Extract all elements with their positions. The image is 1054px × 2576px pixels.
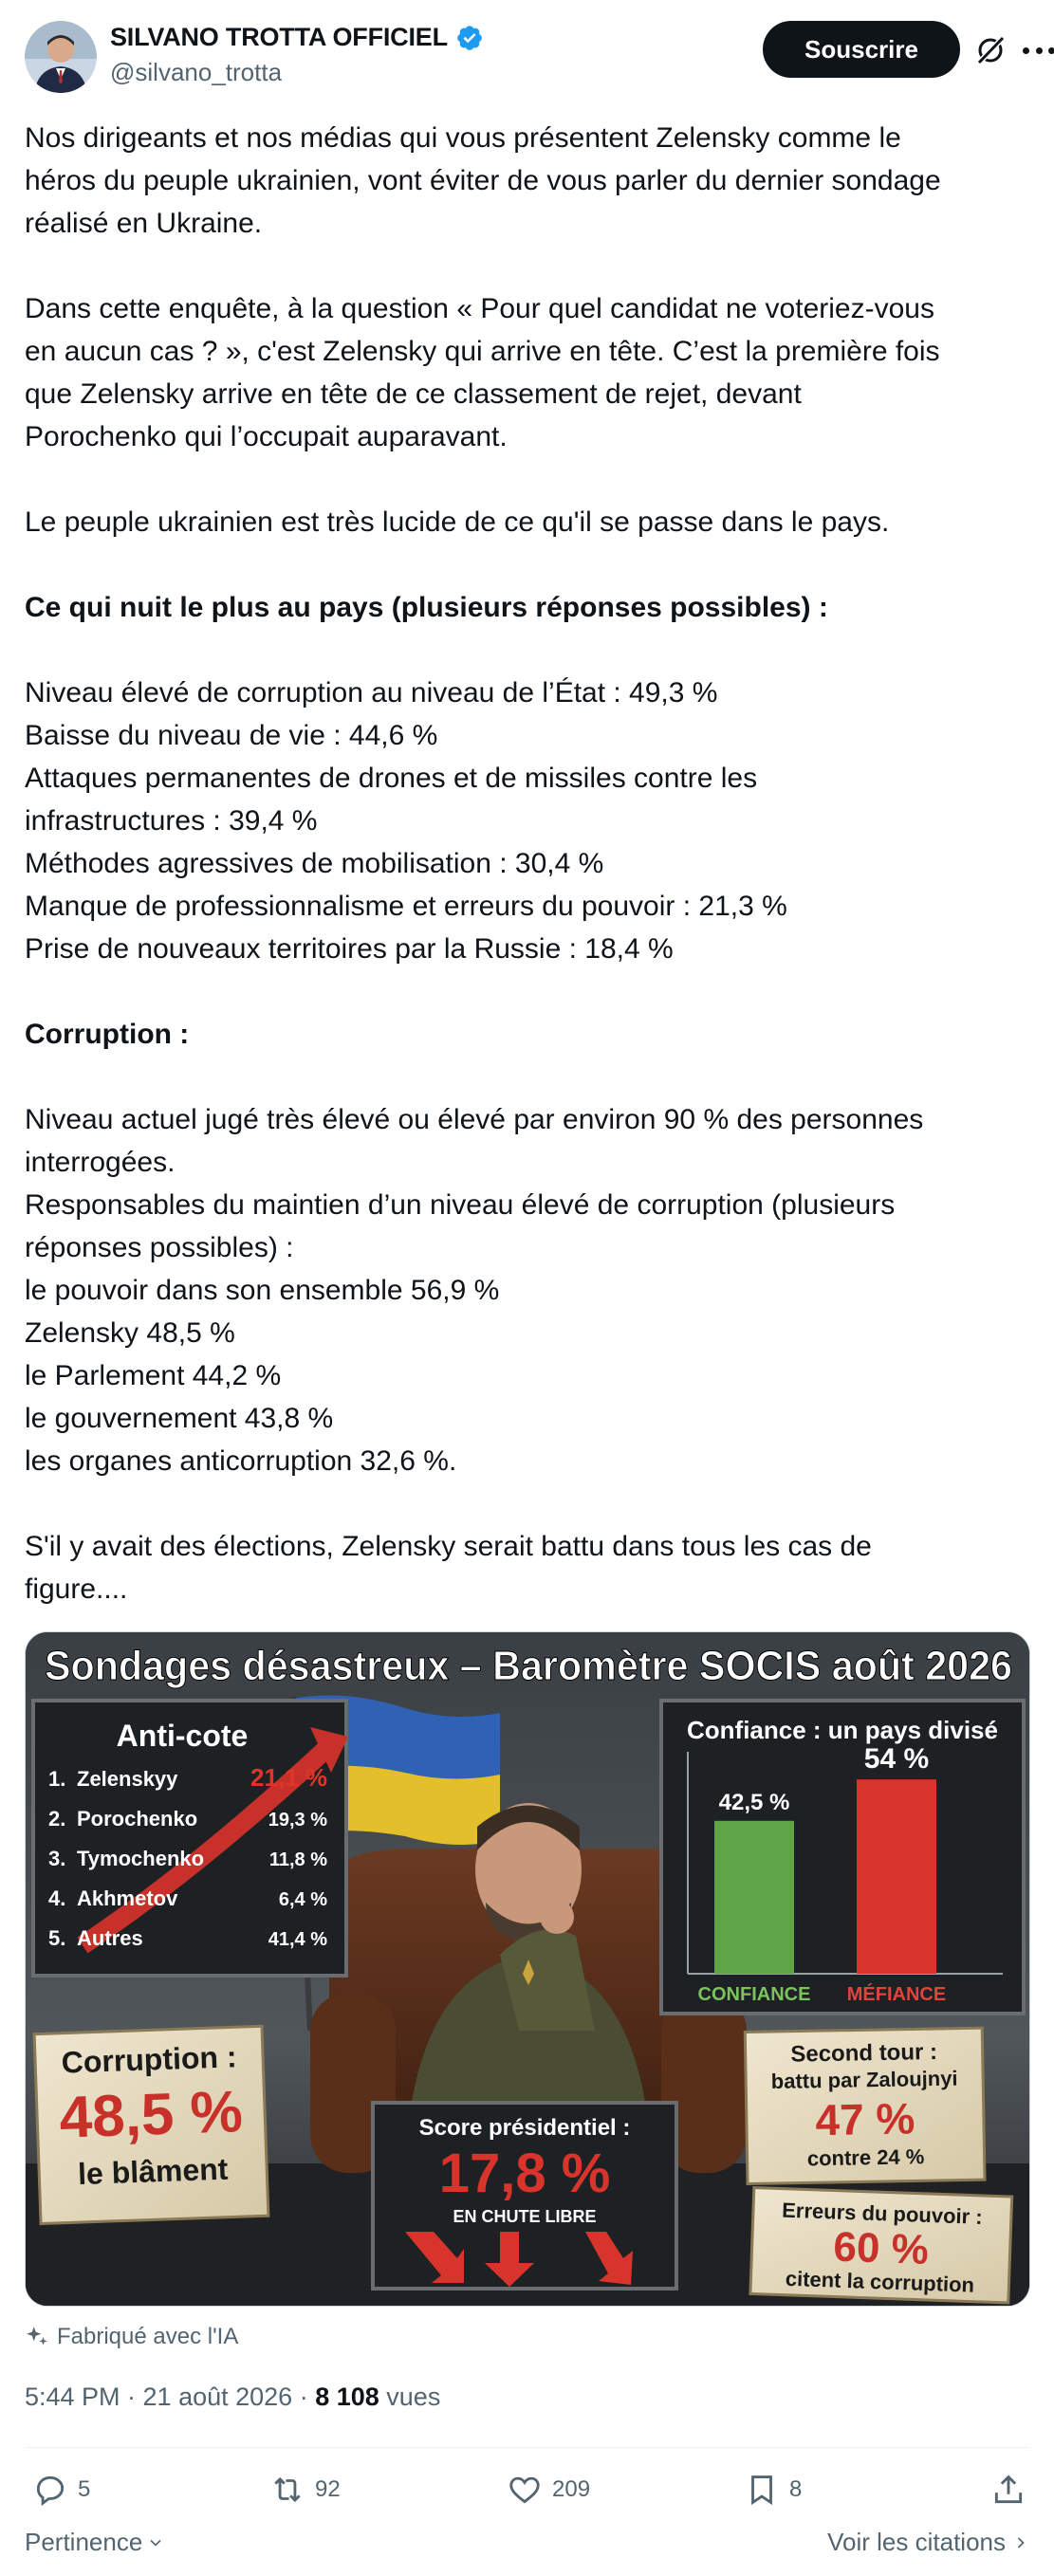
views-count: 8 108 (315, 2383, 379, 2411)
ai-label-text: Fabriqué avec l'IA (57, 2324, 239, 2349)
erreurs-subtitle: citent la corruption (785, 2266, 975, 2297)
second-tour-title: Second tour : (790, 2038, 938, 2068)
score-card (373, 2103, 676, 2289)
sort-label: Pertinence (25, 2528, 143, 2556)
anticote-name: Akhmetov (77, 1886, 178, 1910)
erreurs-value: 60 % (832, 2223, 930, 2273)
chevron-right-icon (1011, 2533, 1030, 2552)
text-line: Attaques permanentes de drones et de missiles contre les (25, 763, 758, 794)
anticote-name: Zelenskyy (77, 1767, 178, 1791)
text-line: Prise de nouveaux territoires par la Russie : 18,4 % (25, 933, 674, 965)
subscribe-button[interactable]: Souscrire (763, 21, 960, 78)
quotes-label: Voir les citations (827, 2528, 1006, 2556)
text-line: Porochenko qui l’occupait auparavant. (25, 421, 508, 452)
like-count: 209 (552, 2476, 591, 2502)
text-line: interrogées. (25, 1147, 176, 1178)
reply-button[interactable] (32, 2466, 90, 2513)
bookmark-button[interactable] (744, 2466, 802, 2513)
tweet-header (25, 21, 1030, 93)
infographic-title: Sondages désastreux – Baromètre SOCIS août 2026 (45, 1643, 1012, 1689)
score-subtitle: EN CHUTE LIBRE (453, 2207, 597, 2226)
text-line: Manque de professionnalisme et erreurs du pouvoir : 21,3 % (25, 891, 787, 922)
text-line: réalisé en Ukraine. (25, 208, 263, 239)
conf-bar-value: 54 % (863, 1743, 930, 1776)
anticote-rank: 2. (48, 1807, 66, 1831)
second-tour-value: 47 % (815, 2093, 915, 2145)
conf-bar-label: MÉFIANCE (846, 1984, 947, 2005)
text-line: Baisse du niveau de vie : 44,6 % (25, 720, 438, 751)
text-line: héros du peuple ukrainien, vont éviter de vous parler du dernier sondage (25, 165, 941, 196)
avatar[interactable] (25, 21, 97, 93)
text-line: Niveau actuel jugé très élevé ou élevé par environ 90 % des personnes (25, 1104, 924, 1135)
erreurs-card (750, 2188, 1012, 2303)
display-name[interactable]: SILVANO TROTTA OFFICIEL (110, 23, 448, 51)
corruption-subtitle: le blâment (77, 2151, 229, 2192)
bookmark-count: 8 (789, 2476, 803, 2502)
section-heading: Ce qui nuit le plus au pays (plusieurs réponses possibles) : (25, 592, 828, 623)
conf-bar-label: CONFIANCE (697, 1984, 811, 2005)
action-bar (25, 2466, 1030, 2513)
text-line: Nos dirigeants et nos médias qui vous présentent Zelensky comme le (25, 122, 901, 154)
anticote-value: 41,4 % (268, 1929, 327, 1950)
bookmark-icon (744, 2472, 780, 2508)
heart-icon (507, 2472, 543, 2508)
reply-footer (25, 2528, 1030, 2569)
anticote-value: 21,1 % (250, 1763, 327, 1792)
divider (25, 2447, 1030, 2448)
confiance-panel (661, 1701, 1024, 2014)
text-line: figure.... (25, 1573, 128, 1605)
anticote-rank: 3. (48, 1847, 66, 1870)
erreurs-title: Erreurs du pouvoir : (781, 2198, 984, 2229)
verified-badge-icon (455, 24, 484, 52)
sparkle-icon (25, 2325, 49, 2349)
anticote-rank: 1. (48, 1767, 66, 1791)
second-tour-card (745, 2028, 985, 2183)
anticote-name: Porochenko (77, 1807, 198, 1831)
anticote-rank: 5. (48, 1926, 66, 1950)
corruption-card (34, 2026, 268, 2223)
reply-count: 5 (78, 2476, 91, 2502)
anticote-value: 6,4 % (278, 1889, 327, 1910)
reply-icon (32, 2472, 68, 2508)
timestamp-text: 5:44 PM · 21 août 2026 · (25, 2383, 316, 2411)
text-line: infrastructures : 39,4 % (25, 805, 318, 837)
tweet-image[interactable] (25, 1631, 1030, 2307)
second-tour-subtitle: contre 24 % (806, 2144, 925, 2171)
text-line: réponses possibles) : (25, 1232, 294, 1263)
confiance-heading: Confiance : un pays divisé (687, 1716, 998, 1744)
anticote-rank: 4. (48, 1886, 66, 1910)
tweet-text (25, 117, 1030, 1610)
anticote-name: Autres (77, 1926, 143, 1950)
anticote-value: 19,3 % (268, 1810, 327, 1831)
handle[interactable]: @silvano_trotta (110, 58, 283, 86)
repost-icon (269, 2472, 305, 2508)
text-line: Dans cette enquête, à la question « Pour quel candidat ne voteriez-vous (25, 293, 934, 324)
conf-bar (857, 1779, 936, 1974)
repost-button[interactable] (269, 2466, 341, 2513)
text-line: Le peuple ukrainien est très lucide de ce qu'il se passe dans le pays. (25, 506, 890, 538)
repost-count: 92 (315, 2476, 341, 2502)
conf-bar-value: 42,5 % (718, 1789, 790, 1815)
anticote-value: 11,8 % (268, 1849, 327, 1870)
score-title: Score présidentiel : (418, 2115, 631, 2141)
views-label: vues (379, 2383, 441, 2411)
section-heading: Corruption : (25, 1019, 190, 1050)
anticote-name: Tymochenko (77, 1847, 205, 1870)
text-line: que Zelensky arrive en tête de ce classement de rejet, devant (25, 378, 802, 410)
text-line: le gouvernement 43,8 % (25, 1403, 334, 1434)
ai-label[interactable] (25, 2324, 238, 2350)
view-quotes-link[interactable] (827, 2528, 1030, 2557)
text-line: S'il y avait des élections, Zelensky serait battu dans tous les cas de (25, 1531, 872, 1562)
text-line: les organes anticorruption 32,6 %. (25, 1445, 457, 1477)
anticote-heading: Anti-cote (116, 1719, 249, 1753)
share-icon (990, 2472, 1026, 2508)
text-line: le Parlement 44,2 % (25, 1360, 282, 1391)
text-line: en aucun cas ? », c'est Zelensky qui arrive en tête. C’est la première fois (25, 336, 940, 367)
text-line: Méthodes agressives de mobilisation : 30,4 % (25, 848, 604, 879)
corruption-title: Corruption : (61, 2039, 238, 2080)
score-value: 17,8 % (438, 2143, 611, 2204)
text-line: le pouvoir dans son ensemble 56,9 % (25, 1275, 500, 1306)
text-line: Niveau élevé de corruption au niveau de l’État : 49,3 % (25, 677, 718, 708)
conf-bar (714, 1821, 794, 1974)
sort-dropdown[interactable] (25, 2528, 165, 2557)
timestamp[interactable] (25, 2383, 440, 2412)
second-tour-line2: battu par Zaloujnyi (770, 2066, 958, 2094)
share-button[interactable] (990, 2466, 1026, 2513)
chevron-down-icon (146, 2533, 165, 2552)
more-icon[interactable] (1023, 42, 1054, 59)
grok-icon[interactable] (974, 34, 1007, 66)
anticote-panel (33, 1701, 348, 1976)
like-button[interactable] (507, 2466, 590, 2513)
corruption-value: 48,5 % (58, 2079, 244, 2151)
text-line: Zelensky 48,5 % (25, 1317, 235, 1349)
text-line: Responsables du maintien d’un niveau élevé de corruption (plusieurs (25, 1189, 896, 1221)
